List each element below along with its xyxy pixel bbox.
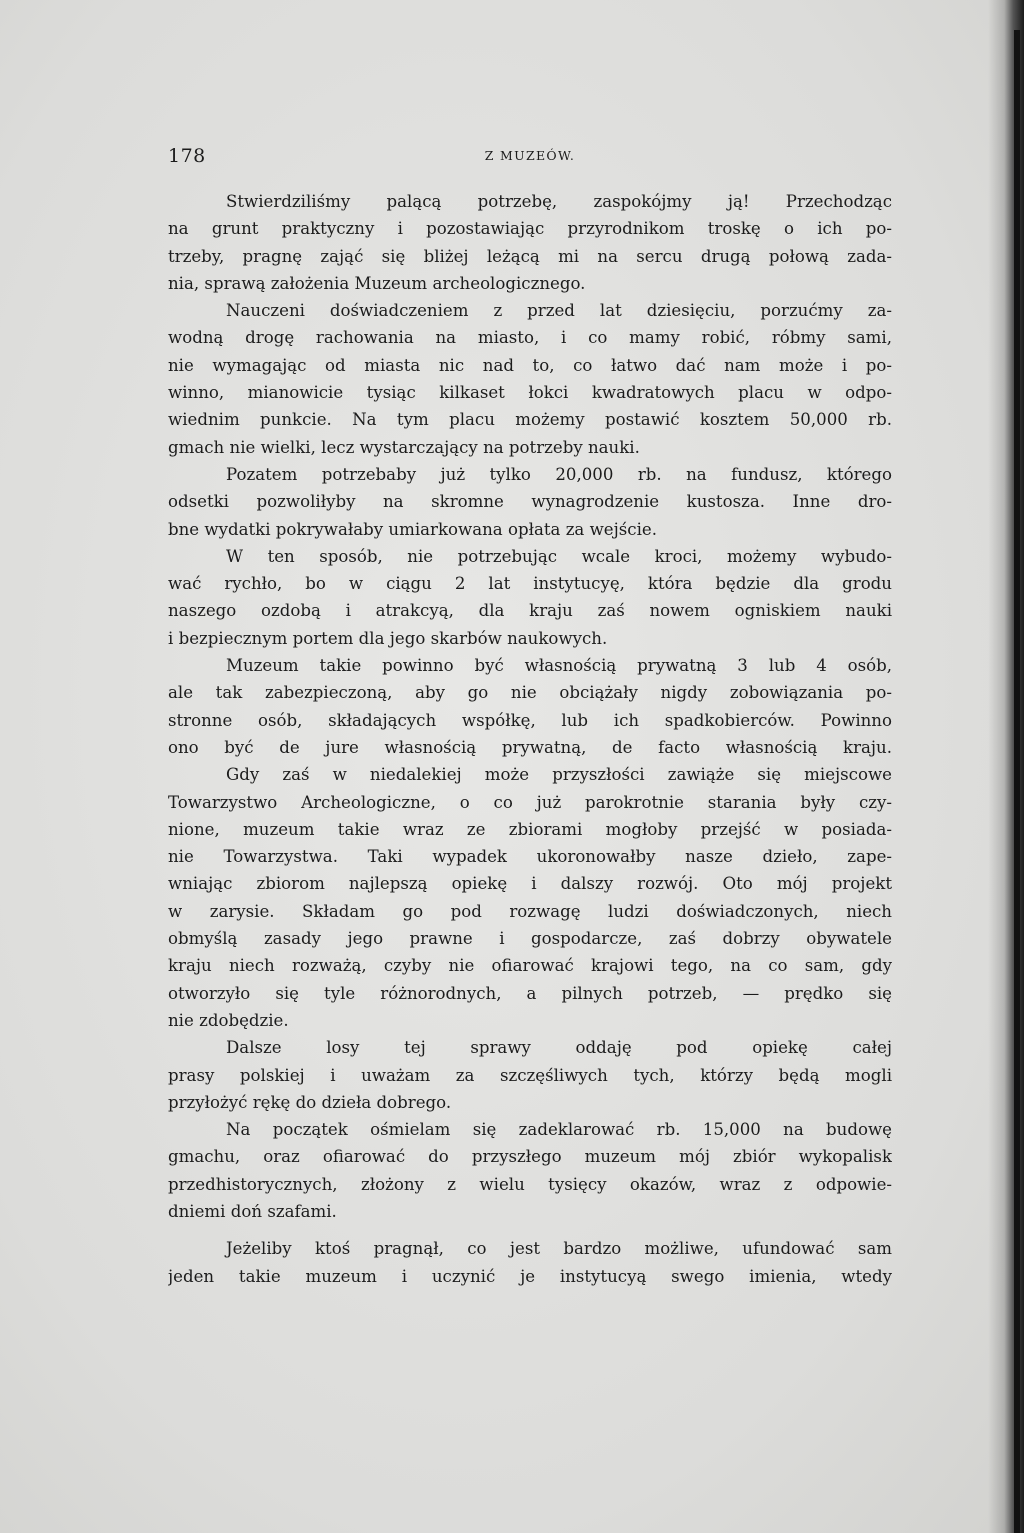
body-text — [168, 188, 892, 1290]
text-line: nie Towarzystwa. Taki wypadek ukoronowałby nasze dzieło, zape- — [168, 847, 892, 867]
text-line: nie zdobędzie. — [168, 1010, 289, 1030]
text-line: nia, sprawą założenia Muzeum archeologicznego. — [168, 273, 586, 293]
running-head: Z MUZEÓW. — [484, 148, 576, 163]
text-line: wać rychło, bo w ciągu 2 lat instytucyę, która będzie dla grodu — [168, 574, 892, 594]
text-line: Gdy zaś w niedalekiej może przyszłości zawiąże się miejscowe — [226, 765, 892, 785]
text-line: gmachu, oraz ofiarować do przyszłego muzeum mój zbiór wykopalisk — [168, 1147, 892, 1167]
text-line: winno, mianowicie tysiąc kilkaset łokci kwadratowych placu w odpo- — [168, 383, 892, 403]
text-line: Pozatem potrzebaby już tylko 20,000 rb. na fundusz, którego — [226, 464, 892, 484]
text-line: przedhistorycznych, złożony z wielu tysięcy okazów, wraz z odpowie- — [168, 1174, 892, 1194]
text-line: W ten sposób, nie potrzebując wcale kroci, możemy wybudo- — [226, 546, 892, 566]
text-line: otworzyło się tyle różnorodnych, a pilnych potrzeb, — prędko się — [168, 983, 892, 1003]
text-line: Stwierdziliśmy palącą potrzebę, zaspokójmy ją! Przechodząc — [226, 192, 892, 211]
text-line: Dalsze losy tej sprawy oddaję pod opiekę całej — [226, 1038, 892, 1058]
text-line: kraju niech rozważą, czyby nie ofiarować krajowi tego, na co sam, gdy — [168, 956, 892, 976]
page-header — [168, 142, 892, 172]
text-line: Towarzystwo Archeologiczne, o co już parokrotnie starania były czy- — [168, 792, 892, 812]
text-line: prasy polskiej i uważam za szczęśliwych tych, którzy będą mogli — [168, 1065, 892, 1085]
text-line: Na początek ośmielam się zadeklarować rb. 15,000 na budowę — [226, 1120, 892, 1140]
text-line: odsetki pozwoliłyby na skromne wynagrodzenie kustosza. Inne dro- — [168, 492, 892, 512]
text-line: i bezpiecznym portem dla jego skarbów naukowych. — [168, 628, 608, 648]
text-line: wodną drogę rachowania na miasto, i co mamy robić, róbmy sami, — [168, 328, 892, 348]
text-line: Nauczeni doświadczeniem z przed lat dziesięciu, porzućmy za- — [226, 301, 892, 321]
text-line: trzeby, pragnę zająć się bliżej leżącą mi na sercu drugą połową zada- — [168, 246, 892, 266]
text-line: naszego ozdobą i atrakcyą, dla kraju zaś nowem ogniskiem nauki — [168, 601, 892, 621]
text-line: Jeżeliby ktoś pragnął, co jest bardzo możliwe, ufundować sam — [226, 1239, 892, 1259]
text-line: stronne osób, składających współkę, lub ich spadkobierców. Powinno — [168, 710, 892, 730]
text-line: wiednim punkcie. Na tym placu możemy postawić kosztem 50,000 rb. — [168, 410, 892, 430]
text-line: jeden takie muzeum i uczynić je instytucyą swego imienia, wtedy — [168, 1266, 892, 1286]
text-line: przyłożyć rękę do dzieła dobrego. — [168, 1092, 452, 1112]
text-line: na grunt praktyczny i pozostawiając przyrodnikom troskę o ich po- — [168, 219, 892, 239]
text-line: nione, muzeum takie wraz ze zbiorami mogłoby przejść w posiada- — [168, 819, 892, 839]
text-line: ono być de jure własnością prywatną, de facto własnością kraju. — [168, 737, 892, 757]
text-line: nie wymagając od miasta nic nad to, co łatwo dać nam może i po- — [168, 355, 892, 375]
text-line: gmach nie wielki, lecz wystarczający na potrzeby nauki. — [168, 437, 640, 457]
text-line: dniemi doń szafami. — [168, 1201, 337, 1221]
text-line: wniając zbiorom najlepszą opiekę i dalszy rozwój. Oto mój projekt — [168, 874, 892, 894]
binding-shadow-line — [1014, 30, 1020, 1533]
text-line: obmyślą zasady jego prawne i gospodarcze, zaś dobrzy obywatele — [168, 929, 892, 949]
text-line: ale tak zabezpieczoną, aby go nie obciążały nigdy zobowiązania po- — [168, 683, 892, 703]
text-line: w zarysie. Składam go pod rozwagę ludzi doświadczonych, niech — [168, 901, 892, 921]
text-line: bne wydatki pokrywałaby umiarkowana opłata za wejście. — [168, 519, 657, 539]
page-number: 178 — [168, 145, 206, 167]
text-line: Muzeum takie powinno być własnością prywatną 3 lub 4 osób, — [226, 656, 892, 676]
